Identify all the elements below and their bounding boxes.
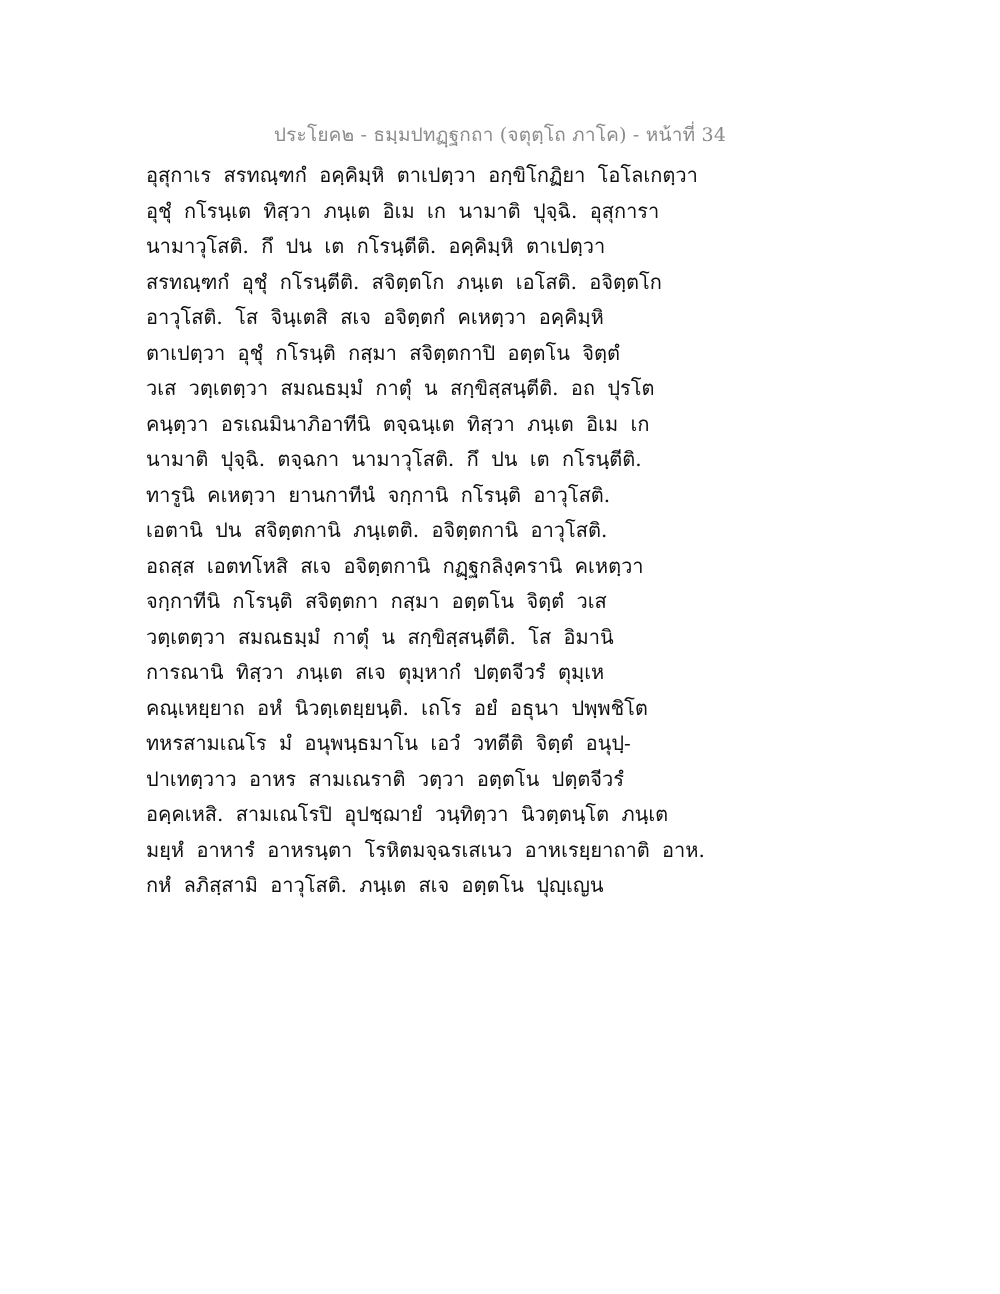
text-line: ทหรสามเณโร มํ อนุพนฺธมาโน เอวํ วทตีติ จิตฺตํ อนุปฺ- — [146, 731, 631, 755]
text-line: วตฺเตตฺวา สมณธมฺมํ กาตุํ น สกฺขิสฺสนฺตีติ. โส อิมานิ — [146, 624, 614, 649]
text-line: มยฺหํ อาหารํ อาหรนฺตา โรหิตมจฺฉรเสเนว อาหเรยฺยาถาติ อาห. — [146, 837, 705, 862]
text-line: นามาติ ปุจฺฉิ. ตจฺฉกา นามาวุโสติ. กึ ปน เต กโรนฺตีติ. — [146, 447, 642, 471]
text-line: ทารูนิ คเหตฺวา ยานกาทีนํ จกฺกานิ กโรนฺติ อาวุโสติ. — [146, 482, 611, 507]
body-text — [146, 158, 866, 904]
text-line: อุชุํ กโรนฺเต ทิสฺวา ภนฺเต อิเม เก นามาติ ปุจฺฉิ. อุสุการา — [146, 198, 660, 223]
text-line: อถสฺส เอตทโหสิ สเจ อจิตฺตกานิ กฏฺฐกลิงฺครานิ คเหตฺวา — [146, 553, 644, 578]
text-line: วเส วตฺเตตฺวา สมณธมฺมํ กาตุํ น สกฺขิสฺสนฺตีติ. อถ ปุรโต — [146, 376, 655, 400]
page-header: ประโยค๒ - ธมฺมปทฏฺฐกถา (จตุตฺโถ ภาโค) - หน้าที่ 34 — [273, 124, 727, 146]
text-line: อุสุกาเร สรทณฺฑกํ อคฺคิมฺหิ ตาเปตฺวา อกฺขิโกฏิยา โอโลเกตฺวา — [146, 163, 698, 187]
text-line: อคฺคเหสิ. สามเณโรปิ อุปชฺฌายํ วนฺทิตฺวา นิวตฺตนฺโต ภนฺเต — [146, 802, 669, 826]
text-line: ตาเปตฺวา อุชุํ กโรนฺติ กสฺมา สจิตฺตกาปิ อตฺตโน จิตฺตํ — [146, 340, 620, 365]
text-line: คนฺตฺวา อรเณมินาภิอาทีนิ ตจฺฉนฺเต ทิสฺวา ภนฺเต อิเม เก — [146, 411, 650, 436]
text-line: ปาเทตฺวาว อาหร สามเณราติ วตฺวา อตฺตโน ปตฺตจีวรํ — [146, 766, 624, 791]
text-line: อาวุโสติ. โส จินฺเตสิ สเจ อจิตฺตกํ คเหตฺวา อคฺคิมฺหิ — [146, 305, 604, 329]
text-line: การณานิ ทิสฺวา ภนฺเต สเจ ตุมฺหากํ ปตฺตจีวรํ ตุมฺเห — [146, 660, 605, 684]
text-line: สรทณฺฑกํ อุชุํ กโรนฺตีติ. สจิตฺตโก ภนฺเต เอโสติ. อจิตฺตโก — [146, 269, 662, 294]
text-line: คณฺเหยฺยาถ อหํ นิวตฺเตยฺยนฺติ. เถโร อยํ อธุนา ปพฺพชิโต — [146, 695, 648, 720]
text-line: นามาวุโสติ. กึ ปน เต กโรนฺตีติ. อคฺคิมฺหิ ตาเปตฺวา — [146, 234, 606, 258]
text-line: จกฺกาทีนิ กโรนฺติ สจิตฺตกา กสฺมา อตฺตโน จิตฺตํ วเส — [146, 589, 607, 613]
text-line: กหํ ลภิสฺสามิ อาวุโสติ. ภนฺเต สเจ อตฺตโน ปุญฺเญน — [146, 873, 604, 897]
text-line: เอตานิ ปน สจิตฺตกานิ ภนฺเตติ. อจิตฺตกานิ อาวุโสติ. — [146, 518, 608, 542]
